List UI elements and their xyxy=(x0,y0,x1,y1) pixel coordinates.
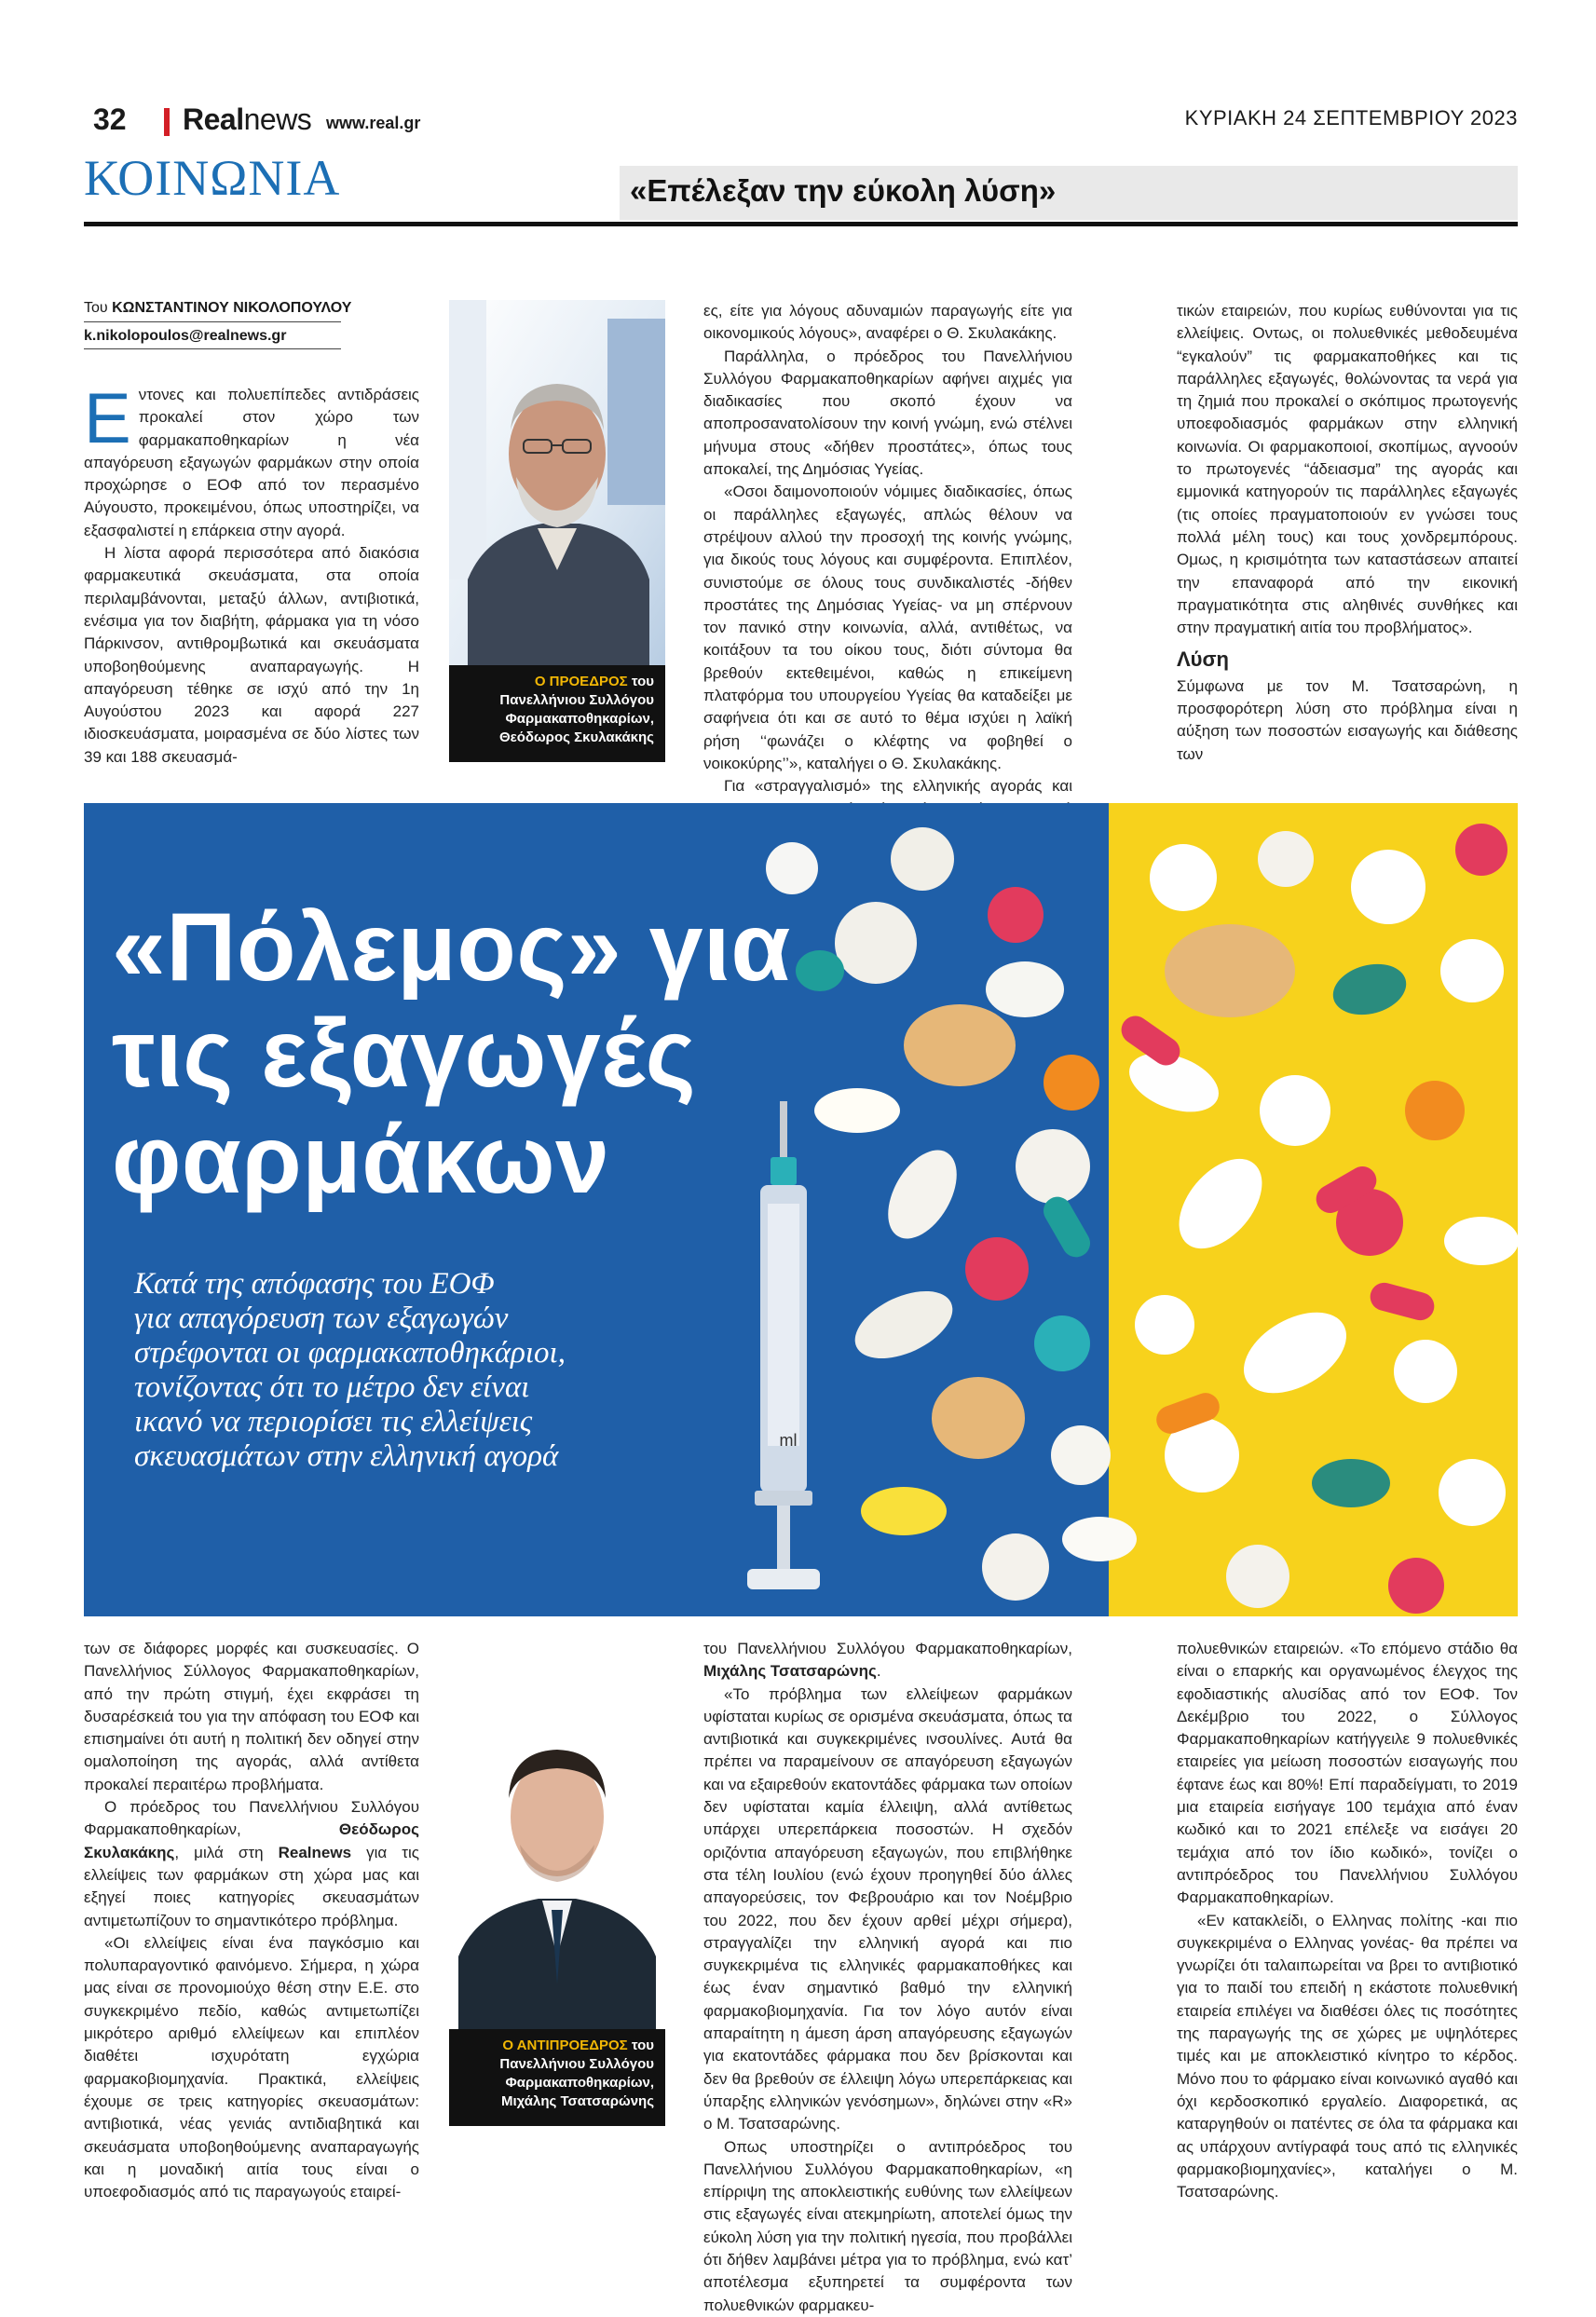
caption-text: Πανελλήνιου Συλλόγου xyxy=(499,2056,654,2072)
hero-subtitle xyxy=(134,1267,566,1474)
lead-text: ντονες και πολυεπίπεδες αντιδράσεις προκαλεί στον χώρο των φαρμακαποθηκαρίων η νέα απαγόρευση εξαγωγών φαρμάκων στην οποία προχώρησε ο ΕΟΦ από τον περασμένο Αύγουστο, προκειμένου, όπως υποστηρίζει, να εξασφαλιστεί η επάρκεια στην αγορά. xyxy=(84,386,419,539)
byline-author: ΚΩΝΣΤΑΝΤΙΝΟΥ ΝΙΚΟΛΟΠΟΥΛΟΥ xyxy=(112,300,352,316)
body-paragraph: Η λίστα αφορά περισσότερα από διακόσια φαρμακευτικά σκευάσματα, στα οποία περιλαμβάνονται, μεταξύ άλλων, αντιβιοτικά, ενέσιμα για τον διαβήτη, φάρμακα για τη νόσο Πάρκινσον, αντιθρομβωτικά και σκευάσματα υποβοηθούμενης αναπαραγωγής. Η απαγόρευση τέθηκε σε ισχύ από την 1η Αυγούστου 2023 και αφορά 227 ιδιοσκευάσματα, μοιρασμένα σε δύο λίστες των 39 και 188 σκευασμά- xyxy=(84,544,419,766)
text-run: για τις ελλείψεις των φαρμάκων στη χώρα μας και εξηγεί ποιες κατηγορίες σκευασμάτων αντιμετωπίζουν το σημαντικότερο πρόβλημα. xyxy=(84,1843,419,1929)
bottom-column-1 xyxy=(84,1638,419,2203)
kicker-headline: «Επέλεξαν την εύκολη λύση» xyxy=(630,173,1057,208)
site-url: www.real.gr xyxy=(326,114,421,132)
quote-paragraph: «Οι ελλείψεις είναι ένα παγκόσμιο και πολυπαραγοντικό φαινόμενο. Σήμερα, η χώρα μας είναι σε προνομιούχο θέση στην Ε.Ε. στο συγκεκριμένο πεδίο, καθώς αντιμετωπίζει μικρότερο αριθμό ελλείψεων και επιπλέον διαθέτει ισχυρότατη εγχώρια φαρμακοβιομηχανία. Πρακτικά, ελλείψεις έχουμε σε τρεις κατηγορίες σκευασμάτων: αντιβιοτικά, νέας γενιάς αντιδιαβητικά και σκευάσματα υποβοηθούμενης αναπαραγωγής και η μοναδική αιτία τους είναι ο υποεφοδιασμός από τις παραγωγούς εταιρεί- xyxy=(84,1933,419,2201)
byline-prefix: Του xyxy=(84,300,113,316)
hero-subtitle-line: ικανό να περιορίσει τις ελλείψεις xyxy=(134,1405,533,1438)
text-run: , μιλά στη xyxy=(174,1843,279,1861)
author-email: k.nikolopoulos@realnews.gr xyxy=(84,328,287,344)
caption-text: του xyxy=(627,2038,654,2053)
syringe-scale-label: ml xyxy=(779,1431,798,1450)
hero-subtitle-line: Κατά της απόφασης του ΕΟΦ xyxy=(134,1267,495,1301)
caption-role: Ο ΑΝΤΙΠΡΟΕΔΡΟΣ xyxy=(502,2038,628,2053)
hero-subtitle-line: τονίζοντας ότι το μέτρο δεν είναι xyxy=(134,1370,530,1404)
quote-paragraph: «Εν κατακλείδι, ο Ελληνας πολίτης -και πιο συγκεκριμένα ο Ελληνας γονέας- θα πρέπει να γνωρίζει ότι ταλαιπωρείται να βρει το αντιβιοτικό για το παιδί του επειδή η εκάστοτε πολυεθνική εταιρεία επιλέγει να διαθέσει όλες τις ποσότητες της παραγωγής της σε χώρες με υψηλότερες τιμές και με αποκλειστικό κίνητρο το κέρδος. Μόνο που το φάρμακο είναι κοινωνικό αγαθό και όχι κερδοσκοπικό εργαλείο. Διαφορετικά, ας καταργηθούν οι πατέντες σε όλα τα φάρμακα και ας υπάρχουν αντίγραφά τους από τις ελληνικές φαρμακοβιομηχανίες», καταλήγει ο Μ. Τσατσαρώνης. xyxy=(1177,1911,1518,2201)
lead-paragraph xyxy=(84,379,419,542)
email-rule xyxy=(84,348,341,349)
text-run: του Πανελλήνιου Συλλόγου Φαρμακαποθηκαρίων, xyxy=(703,1640,1072,1657)
bottom-column-2 xyxy=(703,1638,1072,2317)
body-paragraph xyxy=(703,1638,1072,1683)
top-column-1 xyxy=(84,379,419,769)
body-paragraph: Παράλληλα, ο πρόεδρος του Πανελλήνιου Συλλόγου Φαρμακαποθηκαρίων αφήνει αιχμές για διαδικασίες που σκοπό έχουν να αποπροσανατολίσουν την κοινή γνώμη, ενώ στέλνει μήνυμα στους «δήθεν προστάτες», όπως τους αποκαλεί, της Δημόσιας Υγείας. xyxy=(703,347,1072,479)
hero-subtitle-line: στρέφονται οι φαρμακαποθηκάριοι, xyxy=(134,1336,566,1370)
drop-cap: Ε xyxy=(84,379,131,458)
quote-paragraph: τικών εταιρειών, που κυρίως ευθύνονται για τις ελλείψεις. Οντως, οι πολυεθνικές μεθοδευμένα “εγκαλούν” τις φαρμακαποθήκες και τις παράλληλες εξαγωγές, θολώνοντας τα νερά για τη ζημιά που προκαλεί ο σκόπιμος πρωτογενής υποεφοδιασμός φαρμάκων στην ελληνική κοινωνία. Οι φαρμακοποιοί, σκοπίμως, αγνοούν το πρωτογενές “άδειασμα” της αγοράς και εμμονικά κατηγορούν τις παράλληλες εξαγωγές (τις οποίες πραγματοποιούν εν γνώσει τους πολλά μέλη τους) και τους χονδρεμπόρους. Ομως, η κρισιμότητα των καταστάσεων απαιτεί την επαναφορά από την εικονική πραγματικότητα στις αληθινές συνθήκες και στην πραγματική αιτία του προβλήματος». xyxy=(1177,302,1518,637)
hero-subtitle-line: για απαγόρευση των εξαγωγών xyxy=(134,1302,509,1335)
brand-logo xyxy=(183,102,311,137)
president-photo xyxy=(449,300,665,665)
hero-title-line: «Πόλεμος» για xyxy=(112,893,791,1002)
body-paragraph: ες, είτε για λόγους αδυναμιών παραγωγής είτε για οικονομικούς λόγους», αναφέρει ο Θ. Σκυλακάκης. xyxy=(703,302,1072,343)
person-name: Μιχάλης Τσατσαρώνης xyxy=(703,1662,877,1681)
brand-logo-bold: Real xyxy=(183,102,244,136)
text-run: Ο πρόεδρος του Πανελλήνιου Συλλόγου Φαρμακαποθηκαρίων, xyxy=(84,1798,419,1839)
top-column-3 xyxy=(1177,300,1518,766)
president-portrait xyxy=(449,300,665,665)
brand-logo-light: news xyxy=(243,102,312,136)
brand-mention: Realnews xyxy=(278,1843,352,1861)
section-title: ΚΟΙΝΩΝΙΑ xyxy=(84,150,341,206)
body-paragraph: Οπως υποστηρίζει ο αντιπρόεδρος του Πανελλήνιου Συλλόγου Φαρμακαποθηκαρίων, «η επίρριψη της αποκλειστικής ευθύνης των ελλείψεων στις εξαγωγές είναι ατεκμηρίωτη, αποτελεί όμως την εύκολη λύση για την πολιτική ηγεσία, που προβάλλει ότι δήθεν λαμβάνει μέτρα για το πρόβλημα, ενώ κατ’ αποτέλεσμα εξυπηρετεί τα συμφέροντα των πολυεθνικών φαρμακευ- xyxy=(703,2137,1072,2314)
top-column-2 xyxy=(703,300,1072,843)
subheading: Λύση xyxy=(1177,647,1229,672)
issue-date: ΚΥΡΙΑΚΗ 24 ΣΕΠΤΕΜΒΡΙΟΥ 2023 xyxy=(1184,106,1518,129)
byline xyxy=(84,300,351,317)
body-paragraph: Σύμφωνα με τον Μ. Τσατσαρώνη, η προσφορότερη λύση στο πρόβλημα είναι η αύξηση των ποσοστών εισαγωγής και διάθεσης των xyxy=(1177,676,1518,763)
page-number: 32 xyxy=(93,102,127,136)
body-paragraph: Για «στραγγαλισμό» της ελληνικής αγοράς και xyxy=(724,777,1072,796)
hero-title-line: τις εξαγωγές xyxy=(112,1000,697,1108)
page-number-divider xyxy=(164,108,170,136)
hero-title-line: φαρμάκων xyxy=(112,1106,610,1214)
body-paragraph xyxy=(84,1796,419,1932)
vice-president-caption xyxy=(449,2029,665,2126)
hero-title xyxy=(112,894,791,1213)
caption-line xyxy=(455,2037,654,2055)
bottom-column-3 xyxy=(1177,1638,1518,2203)
caption-text: του xyxy=(627,674,654,689)
header-rule xyxy=(84,222,1518,226)
body-paragraph: των σε διάφορες μορφές και συσκευασίες. Ο Πανελλήνιος Σύλλογος Φαρμακαποθηκαρίων, από την πρώτη στιγμή, έχει εκφράσει τη δυσαρέσκειά του για την απόφαση του ΕΟΦ και επισημαίνει ότι αυτή η πολιτική δεν οδηγεί στην ομαλοποίηση της αγοράς, αλλά αντίθετα προκαλεί περαιτέρω προβλήματα. xyxy=(84,1640,419,1793)
caption-text: Πανελλήνιου Συλλόγου xyxy=(499,692,654,708)
caption-role: Ο ΠΡΟΕΔΡΟΣ xyxy=(534,674,628,689)
quote-paragraph: «Οσοι δαιμονοποιούν νόμιμες διαδικασίες, όπως οι παράλληλες εξαγωγές, απλώς θέλουν να στρέψουν αλλού την προσοχή της κοινής γνώμης, για δικούς τους λόγους και συμφέροντα. Επιπλέον, συνιστούμε σε όλους τους συνδικαλιστές -δήθεν προστάτες της Δημόσιας Υγείας- να μη σπέρνουν τον πανικό στην κοινωνία, αλλά, αντιθέτως, να κοιτάξουν τα του οίκου τους, διότι σύντομα θα βρεθούν εκτεθειμένοι, καθώς η επικείμενη πλατφόρμα του υπουργείου Υγείας θα καταδείξει με σαφήνεια ότι και σε αυτό το θέμα ισχύει η λαϊκή ρήση ‘‘φωνάζει ο κλέφτης να φοβηθεί ο νοικοκύρης’’», καταλήγει ο Θ. Σκυλακάκης. xyxy=(703,483,1072,772)
caption-name: Μιχάλης Τσατσαρώνης xyxy=(501,2093,654,2109)
vice-president-portrait xyxy=(449,1677,665,2029)
quote-paragraph: πολυεθνικών εταιρειών. «Το επόμενο στάδιο θα είναι ο επαρκής και οργανωμένος έλεγχος της εφοδιαστικής αλυσίδας από τον ΕΟΦ. Τον Δεκέμβριο του 2022, ο Σύλλογος Φαρμακαποθηκαρίων κατήγγειλε 9 πολυεθνικές εταιρείες για μείωση ποσοστών εισαγωγής που έφτανε έως και 80%! Επί παραδείγματι, το 2019 μια εταιρεία εισήγαγε 100 τεμάχια από έναν κωδικό και το 2021 επέλεξε να εισάγει 20 τεμάχια από τον ίδιο κωδικό», τονίζει ο αντιπρόεδρος του Πανελλήνιου Συλλόγου Φαρμακαποθηκαρίων. xyxy=(1177,1640,1518,1907)
caption-text: Φαρμακαποθηκαρίων, xyxy=(505,2075,654,2091)
vice-president-photo xyxy=(449,1677,665,2029)
person-name: Θεόδωρος Σκυλακάκης xyxy=(84,1820,419,1861)
quote-paragraph: «Το πρόβλημα των ελλείψεων φαρμάκων υφίσταται κυρίως σε ορισμένα σκευάσματα, όπως τα αντιβιοτικά και συγκεκριμένες ινσουλίνες. Αυτά θα πρέπει να παραμείνουν σε απαγόρευση εξαγωγών και να εξαιρεθούν εκατοντάδες φάρμακα των οποίων δεν υφίσταται καμία έλλειψη, αλλά αντίθετως υπάρχει υπερεπάρκεια ποσοστών. Η σχεδόν οριζόντια απαγόρευση εξαγωγών, που επιβλήθηκε στα τέλη Ιουλίου (ενώ έχουν προηγηθεί δύο άλλες απαγορεύσεις, τον Φεβρουάριο και τον Νοέμβριο του 2022, που δεν έχουν αρθεί μέχρι σήμερα), στραγγαλίζει την ελληνική αγορά και πιο συγκεκριμένα τις ελληνικές φαρμακαποθήκες και έως έναν σημαντικό βαθμό την ελληνική φαρμακοβιομηχανία. Για τον λόγο αυτόν είναι απαραίτητη η άμεση άρση απαγόρευσης εξαγωγών για εκατοντάδες φάρμακα που δεν βρίσκονται και δεν θα βρεθούν σε έλλειψη λόγω υπερεπάρκειας και ύπαρξης ελληνικών γενόσημων», δηλώνει στην «R» ο Μ. Τσατσαρώνης. xyxy=(703,1684,1072,2133)
caption-name: Θεόδωρος Σκυλακάκης xyxy=(498,729,654,745)
president-caption xyxy=(449,665,665,762)
hero-subtitle-line: σκευασμάτων στην ελληνική αγορά xyxy=(134,1439,559,1473)
text-run: . xyxy=(876,1662,881,1681)
caption-line xyxy=(455,673,654,691)
byline-rule xyxy=(84,321,341,322)
caption-text: Φαρμακαποθηκαρίων, xyxy=(505,711,654,727)
